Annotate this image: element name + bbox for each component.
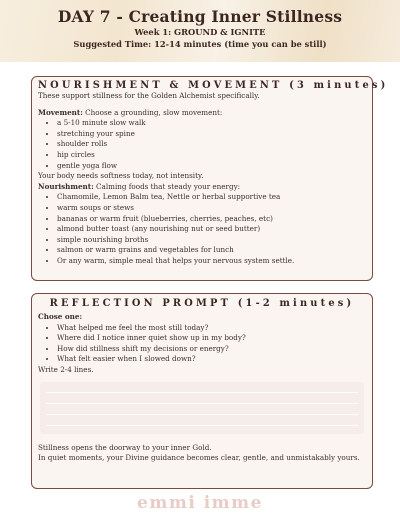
write-instruction: Write 2-4 lines. [38, 364, 94, 374]
writing-line [46, 403, 358, 404]
list-item: • What felt easier when I slowed down? [57, 354, 366, 365]
closing-line-1: Stillness opens the doorway to your inner Gold. [38, 442, 212, 452]
list-item: • shoulder rolls [57, 139, 366, 150]
list-item: • warm soups or stews [57, 203, 366, 214]
reflection-heading: REFLECTION PROMPT (1-2 minutes) [49, 298, 355, 309]
writing-lines-area[interactable] [40, 382, 364, 434]
page-title: DAY 7 - Creating Inner Stillness [57, 7, 343, 26]
page-header [0, 0, 400, 62]
nourishment-label: Nourishment: [38, 181, 94, 191]
movement-line [38, 108, 366, 119]
suggested-time: Suggested Time: 12-14 minutes (time you can be still) [73, 39, 327, 49]
nourishment-list [38, 192, 366, 266]
list-item: • How did stillness shift my decisions or energy? [57, 344, 366, 355]
writing-line [46, 414, 358, 415]
writing-line [46, 425, 358, 426]
reflection-prompts [38, 323, 366, 365]
movement-list [38, 118, 366, 171]
list-item: • hip circles [57, 150, 366, 161]
list-item: • salmon or warm grains and vegetables for lunch [57, 245, 366, 256]
nourishment-movement-section [31, 76, 389, 281]
choose-label: Chose one: [38, 312, 83, 321]
writing-line [46, 392, 358, 393]
list-item: • simple nourishing broths [57, 235, 366, 246]
reflection-section [31, 293, 373, 489]
list-item: • What helped me feel the most still today? [57, 323, 366, 334]
movement-text: Choose a grounding, slow movement: [82, 107, 223, 117]
list-item: • almond butter toast (any nourishing nut or seed butter) [57, 224, 366, 235]
nourishment-intro: These support stillness for the Golden Alchemist specifically. [38, 91, 260, 100]
nourishment-line [38, 182, 366, 193]
list-item: • Chamomile, Lemon Balm tea, Nettle or herbal supportive tea [57, 192, 366, 203]
list-item: • stretching your spine [57, 129, 366, 140]
brand-logo: emmi imme [137, 493, 263, 513]
nourishment-text: Calming foods that steady your energy: [93, 181, 241, 191]
softness-note: Your body needs softness today, not intensity. [38, 171, 204, 181]
list-item: • bananas or warm fruit (blueberries, cherries, peaches, etc) [57, 214, 366, 225]
closing-line-2: In quiet moments, your Divine guidance becomes clear, gentle, and unmistakably yours. [38, 453, 360, 463]
list-item: • gentle yoga flow [57, 161, 366, 172]
nourishment-heading: NOURISHMENT & MOVEMENT (3 minutes) [38, 80, 389, 91]
week-label: Week 1: GROUND & IGNITE [134, 27, 266, 37]
list-item: • a 5-10 minute slow walk [57, 118, 366, 129]
list-item: • Where did I notice inner quiet show up in my body? [57, 333, 366, 344]
movement-label: Movement: [38, 107, 83, 117]
list-item: • Or any warm, simple meal that helps your nervous system settle. [57, 256, 366, 267]
